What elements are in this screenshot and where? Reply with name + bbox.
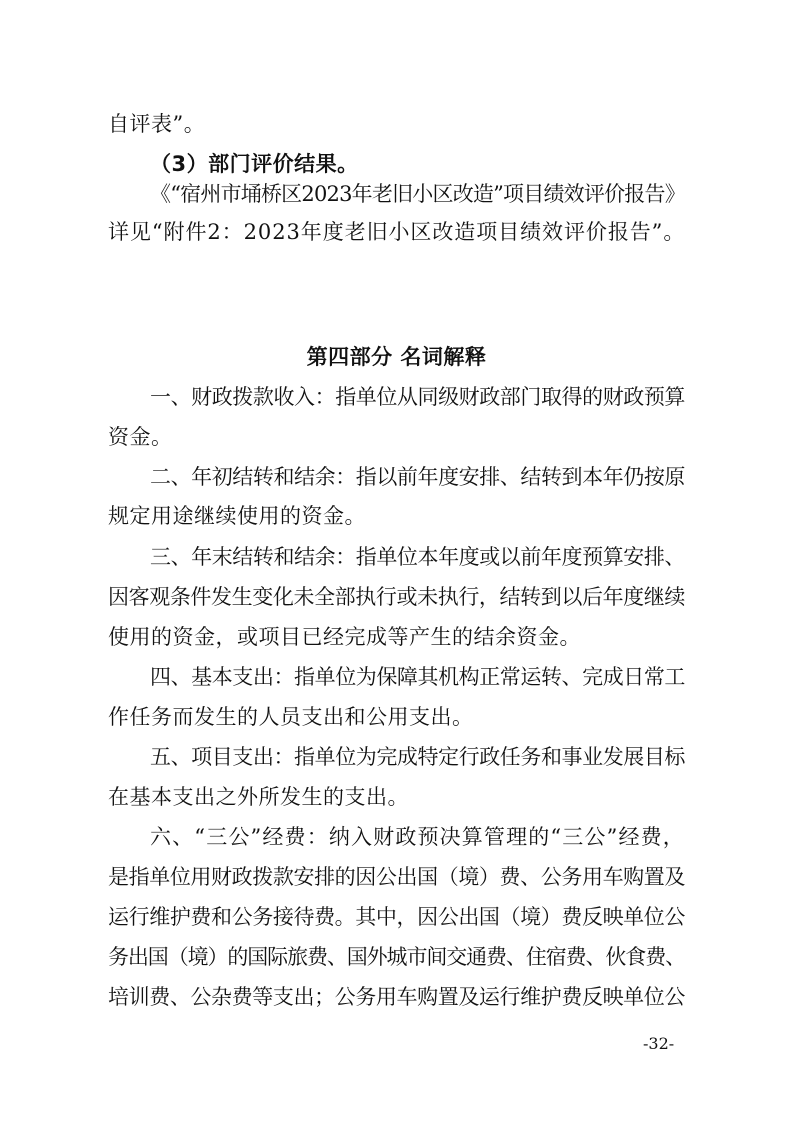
paragraph-line: 在基本支出之外所发生的支出。 bbox=[108, 785, 409, 809]
subsection-heading: （3）部门评价结果。 bbox=[150, 152, 359, 176]
paragraph-line: 详见“附件2：2023年度老旧小区改造项目绩效评价报告”。 bbox=[108, 220, 686, 244]
paragraph-line: 六、“三公”经费：纳入财政预决算管理的“三公”经费， bbox=[150, 825, 685, 849]
paragraph-line: 一、财政拨款收入：指单位从同级财政部门取得的财政预算 bbox=[150, 385, 685, 409]
paragraph-line: 四、基本支出：指单位为保障其机构正常运转、完成日常工 bbox=[150, 665, 685, 689]
paragraph-line: 务出国（境）的国际旅费、国外城市间交通费、住宿费、伙食费、 bbox=[108, 945, 685, 969]
paragraph-line: 规定用途继续使用的资金。 bbox=[108, 504, 366, 528]
page-number: -32- bbox=[643, 1034, 675, 1053]
paragraph-line: 因客观条件发生变化未全部执行或未执行，结转到以后年度继续 bbox=[108, 585, 685, 609]
paragraph-line: 培训费、公杂费等支出；公务用车购置及运行维护费反映单位公 bbox=[108, 985, 685, 1009]
paragraph-line: 运行维护费和公务接待费。其中，因公出国（境）费反映单位公 bbox=[108, 905, 685, 929]
paragraph-line: 资金。 bbox=[108, 425, 173, 449]
section-title: 第四部分 名词解释 bbox=[306, 345, 487, 369]
paragraph-line: 五、项目支出：指单位为完成特定行政任务和事业发展目标 bbox=[150, 745, 685, 769]
paragraph-line: 自评表”。 bbox=[108, 112, 206, 136]
paragraph-line: 二、年初结转和结余：指以前年度安排、结转到本年仍按原 bbox=[150, 465, 685, 489]
paragraph-line: 《“宿州市埇桥区2023年老旧小区改造”项目绩效评价报告》 bbox=[150, 182, 685, 206]
paragraph-line: 三、年末结转和结余：指单位本年度或以前年度预算安排、 bbox=[150, 545, 685, 569]
paragraph-line: 使用的资金，或项目已经完成等产生的结余资金。 bbox=[108, 625, 581, 649]
paragraph-line: 作任务而发生的人员支出和公用支出。 bbox=[108, 705, 474, 729]
paragraph-line: 是指单位用财政拨款安排的因公出国（境）费、公务用车购置及 bbox=[108, 865, 685, 889]
